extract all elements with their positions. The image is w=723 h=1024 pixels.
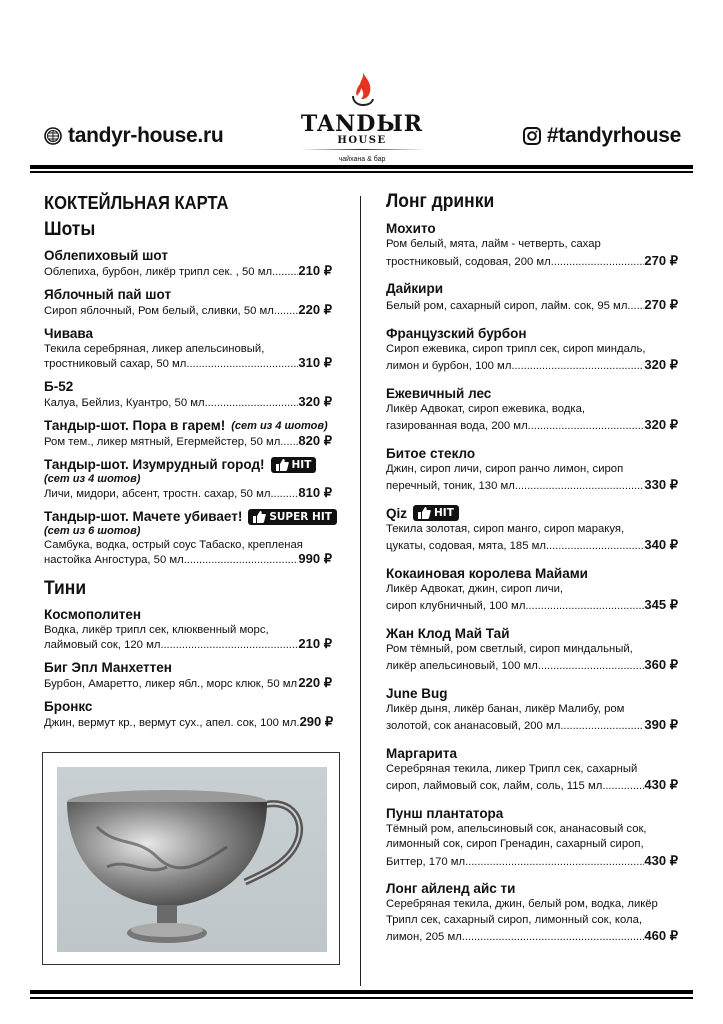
menu-item-title [386, 505, 678, 522]
menu-item [386, 880, 678, 946]
menu-item-price: 320 ₽ [644, 357, 678, 372]
logo-tagline: чайхана & бар [338, 156, 386, 163]
menu-item-name: Ежевичный лес [386, 385, 492, 401]
menu-item-note: (сет из 4 шотов) [44, 473, 141, 485]
menu-item-description: Ром тёмный, ром светлый, сироп миндальный, [386, 642, 633, 655]
menu-item [386, 685, 678, 735]
menu-item-title [44, 326, 332, 342]
globe-icon [44, 127, 62, 145]
section-heading-tini: Тини [44, 578, 87, 599]
dot-leader [546, 539, 644, 555]
menu-item-price-line [386, 417, 678, 435]
hit-badge-label: HIT [434, 506, 454, 519]
menu-item-description: Ликёр Адвокат, сироп ежевика, водка, [386, 402, 586, 415]
dot-leader [205, 396, 299, 410]
menu-item-description: Бурбон, Амаретто, ликер ябл., морс клюк, 50 мл [44, 678, 298, 690]
menu-item-title [44, 418, 332, 434]
menu-item-title [386, 220, 678, 237]
menu-item [44, 326, 332, 371]
dot-leader [538, 659, 645, 675]
menu-item-description: сироп, лаймовый сок, лайм, соль, 115 мл [386, 780, 603, 792]
menu-item-name: Битое стекло [386, 445, 476, 461]
menu-item-price-line [386, 357, 678, 375]
menu-item-name: Облепиховый шот [44, 248, 168, 263]
menu-item-description: лимон и бурбон, 100 мл [386, 360, 512, 372]
menu-item-price: 220 ₽ [298, 302, 332, 317]
menu-item [386, 745, 678, 795]
menu-item-name: Б-52 [44, 379, 74, 394]
menu-item-title [44, 248, 332, 264]
menu-item [386, 280, 678, 315]
dot-leader [560, 719, 644, 735]
menu-item-note: (сет из 4 шотов) [231, 420, 328, 432]
menu-item-price: 360 ₽ [644, 657, 678, 672]
menu-item-name: Пунш плантатора [386, 805, 504, 821]
menu-item-description: газированная вода, 200 мл [386, 420, 528, 432]
menu-item-price-line [386, 853, 678, 871]
menu-item-description: тростниковый, содовая, 200 мл [386, 255, 551, 268]
menu-item-description: Ликёр Адвокат, джин, сироп личи, [386, 582, 564, 595]
tini-list [44, 607, 332, 730]
header-divider [30, 165, 693, 169]
hit-badge-label: HIT [291, 459, 312, 471]
flame-icon [347, 70, 377, 108]
menu-item-name: Тандыр-шот. Мачете убивает! [44, 509, 243, 524]
menu-item-description: сироп клубничный, 100 мл [386, 600, 526, 612]
menu-item [386, 505, 678, 555]
menu-item [44, 287, 332, 318]
menu-item-name: Биг Эпл Манхеттен [44, 660, 172, 675]
menu-item-name: Лонг айленд айс ти [386, 881, 516, 896]
menu-item-price: 220 ₽ [298, 675, 332, 690]
menu-item-description: лаймовый сок, 120 мл [44, 639, 161, 651]
menu-item-price: 270 ₽ [644, 297, 678, 312]
menu-item-name: Qiz [386, 505, 408, 521]
menu-item-price: 320 ₽ [644, 417, 678, 432]
menu-item-description: Джин, вермут кр., вермут сух., апел. сок, 100 мл. [44, 717, 300, 729]
menu-item-price-line [386, 657, 678, 675]
menu-item-price-line [386, 777, 678, 795]
footer-divider-thin [30, 997, 693, 999]
menu-item-title [44, 457, 332, 473]
menu-item-price-line [386, 297, 678, 315]
menu-item [44, 607, 332, 652]
menu-item-price-line [44, 637, 332, 652]
menu-item-title [386, 325, 678, 342]
menu-item-price: 990 ₽ [298, 551, 332, 566]
shots-list [44, 248, 332, 567]
menu-item-title [44, 607, 332, 623]
menu-item-price-line [386, 928, 678, 946]
menu-item-name: Бронкс [44, 699, 93, 714]
menu-item-description: Белый ром, сахарный сироп, лайм. сок, 95 мл [386, 300, 628, 312]
menu-item-price: 310 ₽ [298, 355, 332, 370]
menu-item-price-line [386, 253, 678, 271]
menu-item-description: перечный, тоник, 130 мл [386, 480, 515, 492]
menu-item-price: 390 ₽ [644, 717, 678, 732]
menu-item-title [386, 745, 678, 762]
menu-item-description: Текила серебряная, ликер апельсиновый, [44, 343, 265, 355]
menu-item-price: 290 ₽ [299, 714, 334, 729]
menu-item [44, 457, 332, 501]
menu-item-title [44, 509, 332, 525]
menu-item-name: Кокаиновая королева Майами [386, 565, 588, 581]
menu-item-description: настойка Ангостура, 50 мл [44, 554, 184, 566]
menu-item-price-line [44, 434, 332, 449]
menu-item-price: 320 ₽ [298, 394, 332, 409]
dot-leader [515, 479, 645, 495]
menu-item-title [386, 685, 678, 702]
menu-item-description: Ром тем., ликер мятный, Егермейстер, 50 мл [44, 436, 281, 448]
menu-item [44, 248, 332, 279]
dot-leader [465, 855, 644, 871]
menu-item-title [44, 699, 332, 715]
menu-item-description: Сироп ежевика, сироп трипл сек, сироп миндаль, [386, 342, 646, 355]
menu-item-description: Калуа, Бейлиз, Куантро, 50 мл [44, 397, 205, 409]
menu-item-description: Ром белый, мята, лайм - четверть, сахар [386, 238, 601, 250]
menu-item-price-line [386, 597, 678, 615]
menu-item-description: Водка, ликёр трипл сек, клюквенный морс, [44, 624, 269, 636]
menu-item-name: June Bug [386, 685, 448, 701]
menu-item-price-line [44, 486, 332, 501]
menu-item-price: 810 ₽ [298, 485, 332, 500]
logo-house: HOUSE [337, 135, 387, 146]
dot-leader [186, 357, 298, 371]
menu-item [386, 325, 678, 375]
hit-badge [413, 505, 459, 521]
menu-item-price-line [386, 717, 678, 735]
long-drinks-list [386, 220, 678, 946]
footer-divider [30, 990, 693, 994]
menu-item-note: (сет из 6 шотов) [44, 525, 141, 537]
menu-item-price: 430 ₽ [644, 777, 678, 792]
section-heading-long-drinks: Лонг дринки [386, 191, 495, 212]
dot-leader [272, 265, 298, 279]
menu-item-description: Трипл сек, сахарный сироп, лимонный сок, кола, [386, 913, 642, 926]
menu-item-description: золотой, сок ананасовый, 200 мл [386, 720, 561, 732]
website-link[interactable] [44, 124, 223, 148]
instagram-link[interactable] [523, 124, 681, 148]
thumbs-up-icon [276, 459, 289, 471]
menu-item-description: Самбука, водка, острый соус Табаско, крепленая [44, 539, 303, 551]
hit-badge [271, 457, 317, 473]
menu-item-name: Дайкири [386, 281, 444, 296]
menu-item-title [44, 287, 332, 303]
menu-item-title [386, 880, 678, 897]
menu-item [386, 805, 678, 871]
logo-underline [300, 149, 424, 150]
menu-item-title [386, 445, 678, 462]
dot-leader [462, 930, 645, 946]
logo-brand: TANDЫR [300, 111, 424, 137]
menu-item [386, 385, 678, 435]
menu-item-price-line [44, 264, 332, 279]
menu-item [44, 699, 332, 730]
menu-item-price-line [44, 395, 332, 410]
menu-item-title [44, 660, 332, 676]
left-column [44, 192, 332, 738]
menu-item-description: ликёр апельсиновый, 100 мл [386, 660, 538, 672]
menu-item-price: 345 ₽ [644, 597, 678, 612]
menu-item [44, 418, 332, 449]
menu-item-description: Личи, мидори, абсент, тростн. сахар, 50 мл [44, 488, 271, 500]
menu-item-name: Тандыр-шот. Изумрудный город! [44, 457, 265, 472]
menu-item-description: Серебряная текила, джин, белый ром, водка, ликёр [386, 898, 658, 910]
dot-leader [551, 255, 645, 271]
website-text: tandyr-house.ru [68, 124, 224, 147]
column-divider [360, 196, 361, 986]
menu-item-description: цукаты, содовая, мята, 185 мл [386, 540, 546, 552]
right-column [386, 190, 678, 956]
dot-leader [525, 599, 644, 615]
menu-item-name: Жан Клод Май Тай [386, 625, 510, 641]
menu-item-price: 210 ₽ [298, 636, 332, 651]
dot-leader [270, 487, 298, 501]
menu-item-description: лимонный сок, сироп Гренадин, сахарный сироп, [386, 838, 644, 850]
menu-item-name: Яблочный пай шот [44, 287, 172, 302]
header-divider-thin [30, 171, 693, 173]
menu-item-description: Облепиха, бурбон, ликёр трипл сек. , 50 мл [44, 266, 273, 278]
menu-item-price: 270 ₽ [644, 252, 678, 268]
menu-item-price: 820 ₽ [298, 433, 332, 448]
menu-item-title [386, 385, 678, 402]
dot-leader [602, 779, 644, 795]
menu-item-title [44, 379, 332, 395]
dot-leader [184, 553, 299, 567]
menu-item-description: лимон, 205 мл [386, 931, 462, 943]
menu-item-price-line [386, 477, 678, 495]
menu-item-price: 430 ₽ [644, 852, 678, 868]
menu-item [386, 445, 678, 495]
menu-item-price: 330 ₽ [644, 477, 678, 492]
instagram-icon [523, 127, 541, 145]
menu-item-price: 210 ₽ [298, 263, 332, 278]
hit-badge [248, 509, 337, 525]
menu-item-description: Сироп яблочный, Ром белый, сливки, 50 мл [44, 305, 274, 317]
menu-item-name: Космополитен [44, 607, 142, 622]
menu-item [44, 509, 332, 567]
dot-leader [511, 359, 644, 375]
menu-item-description: Тёмный ром, апельсиновый сок, ананасовый сок, [386, 822, 647, 835]
menu-item-title [386, 565, 678, 582]
menu-item [44, 379, 332, 410]
menu-item-description: Ликёр дыня, ликёр банан, ликёр Малибу, ром [386, 702, 625, 715]
thumbs-up-icon [418, 507, 431, 519]
menu-item-name: Чивава [44, 326, 94, 341]
menu-item-title [386, 805, 678, 822]
chalice-illustration [57, 767, 327, 952]
logo [300, 70, 424, 163]
chalice-photo [42, 752, 340, 965]
menu-item [386, 625, 678, 675]
dot-leader [274, 304, 299, 318]
menu-item-name: Маргарита [386, 745, 457, 761]
menu-item-price-line [44, 552, 332, 567]
dot-leader [528, 419, 645, 435]
menu-item-name: Тандыр-шот. Пора в гарем! [44, 418, 226, 433]
menu-item-description: Джин, сироп личи, сироп ранчо лимон, сироп [386, 462, 624, 475]
menu-item-price: 340 ₽ [644, 537, 678, 552]
instagram-text: #tandyrhouse [546, 124, 681, 147]
menu-item [386, 220, 678, 270]
menu-item-description: Серебряная текила, ликер Трипл сек, сахарный [386, 762, 638, 775]
menu-item-name: Французский бурбон [386, 325, 527, 341]
menu-item-description: Биттер, 170 мл [386, 855, 466, 868]
menu-item-title [386, 625, 678, 642]
dot-leader [280, 435, 298, 449]
menu-item-price-line [44, 303, 332, 318]
dot-leader [160, 638, 298, 652]
menu-item-price-line [386, 537, 678, 555]
section-heading-shots: Шоты [44, 219, 96, 240]
menu-item [386, 565, 678, 615]
menu-item-description: тростниковый сахар, 50 мл [44, 358, 187, 370]
hit-badge-label: SUPER HIT [269, 511, 332, 523]
menu-item-price: 460 ₽ [644, 928, 678, 943]
menu-item-price-line [44, 676, 332, 691]
menu-item-price-line [44, 356, 332, 371]
menu-title: КОКТЕЙЛЬНАЯ КАРТА [44, 193, 229, 213]
menu-item-name: Мохито [386, 221, 436, 236]
menu-item-description: Текила золотая, сироп манго, сироп маракуя, [386, 522, 625, 535]
menu-item [44, 660, 332, 691]
menu-item-title [386, 280, 678, 297]
thumbs-up-icon [253, 511, 266, 523]
menu-item-price-line [44, 715, 332, 730]
dot-leader [627, 299, 644, 315]
